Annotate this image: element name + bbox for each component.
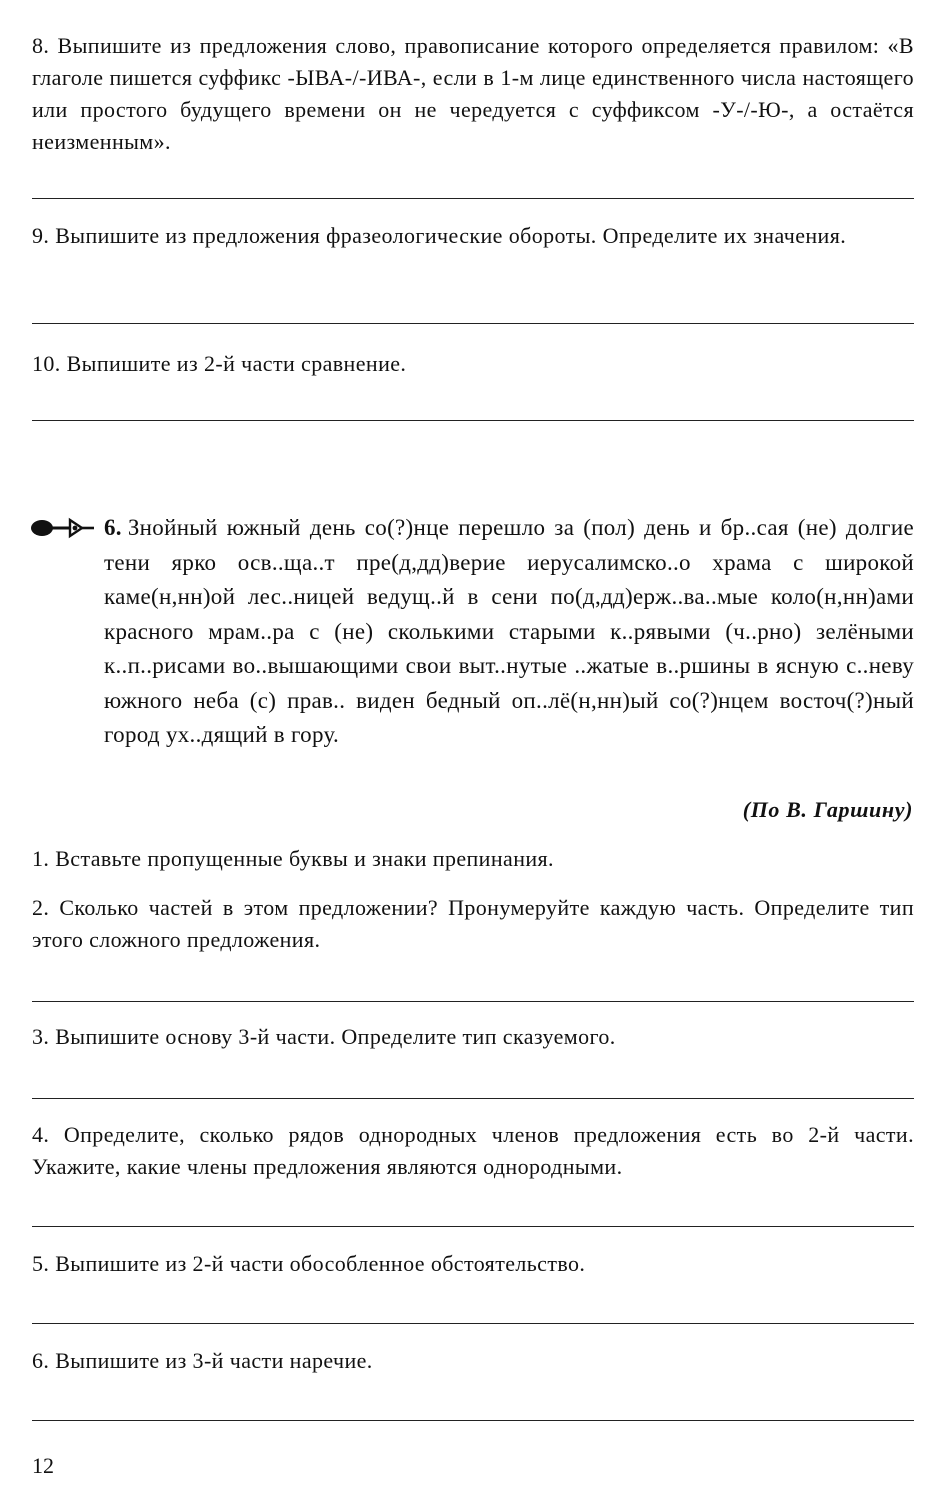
answer-line [32,1098,914,1099]
question-5: 5. Выпишите из 2-й части обособленное обстоятельство. [32,1251,586,1276]
answer-line [32,1226,914,1227]
exercise-text: Знойный южный день со(?)нце перешло за (пол) день и бр..сая (не) долгие тени ярко осв..ща..т пре(д,дд)верие иерусалимско..о храма с широкой каме(н,нн)ой лес..ницей ведущ..й в сени по(д,дд)ерж..ва..мые коло(н,нн)ами красного мрам..ра с (не) сколькими старыми к..рявыми (ч..рно) зелёными к..п..рисами во..вышающими свои выт..нутые ..жатые в..ршины в ясную с..неву южного неба (с) прав.. виден бедный оп..лё(н,нн)ый со(?)нцем восточ(?)ный город ух..дящий в гору. [104,515,914,747]
answer-line [32,420,914,421]
question-2: 2. Сколько частей в этом предложении? Пронумеруйте каждую часть. Определите тип этого сложного предложения. [32,895,914,952]
exercise-source: (По В. Гаршину) [742,797,913,822]
answer-line [32,1420,914,1421]
exercise-6 [104,511,914,753]
answer-line [32,1323,914,1324]
task-8: 8. Выпишите из предложения слово, правописание которого определяется правилом: «В глаголе пишется суффикс -ЫВА-/-ИВА-, если в 1-м лице единственного числа настоящего или простого будущего времени он не чередуется с суффиксом -У-/-Ю-, а остаётся неизменным». [32,33,914,154]
answer-line [32,198,914,199]
exercise-marker-icon [30,517,102,539]
answer-line [32,1001,914,1002]
question-4: 4. Определите, сколько рядов однородных членов предложения есть во 2-й части. Укажите, какие члены предложения являются однородными. [32,1122,914,1179]
question-3: 3. Выпишите основу 3-й части. Определите тип сказуемого. [32,1024,616,1049]
exercise-number: 6. [104,515,122,540]
page-number: 12 [32,1453,54,1478]
task-10: 10. Выпишите из 2-й части сравнение. [32,351,407,376]
question-6: 6. Выпишите из 3-й части наречие. [32,1348,373,1373]
question-1: 1. Вставьте пропущенные буквы и знаки препинания. [32,846,554,871]
answer-line [32,323,914,324]
task-9: 9. Выпишите из предложения фразеологические обороты. Определите их значения. [32,223,847,248]
